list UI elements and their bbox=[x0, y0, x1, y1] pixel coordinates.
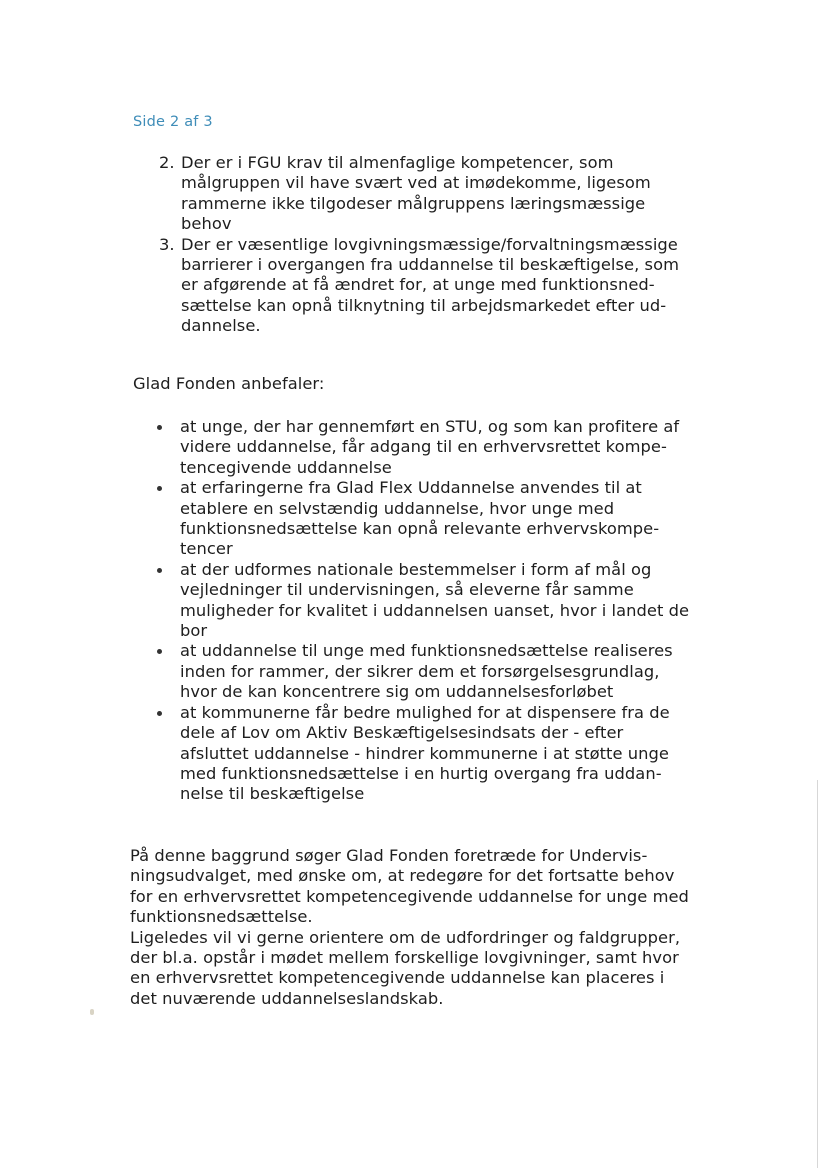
closing-paragraph bbox=[130, 846, 710, 928]
paragraph-line: På denne baggrund søger Glad Fonden foretræde for Undervis- bbox=[130, 846, 648, 865]
bullet-item bbox=[131, 417, 706, 478]
bullet-line: inden for rammer, der sikrer dem et forsørgelsesgrundlag, bbox=[180, 661, 660, 681]
item-line: Der er væsentlige lovgivningsmæssige/forvaltningsmæssige bbox=[181, 234, 678, 254]
paragraph-line: det nuværende uddannelseslandskab. bbox=[130, 988, 444, 1008]
bullet-line: at uddannelse til unge med funktionsnedsættelse realiseres bbox=[180, 641, 673, 661]
scan-artifact bbox=[90, 1009, 94, 1015]
paragraph-line: funktionsnedsættelse. bbox=[130, 907, 313, 927]
bullet-icon bbox=[157, 568, 162, 573]
bullet-line: at der udformes nationale bestemmelser i form af mål og bbox=[180, 559, 652, 579]
bullet-line: tencegivende uddannelse bbox=[180, 457, 392, 477]
item-line: behov bbox=[181, 214, 232, 234]
numbered-item bbox=[131, 235, 691, 337]
bullet-icon bbox=[157, 649, 162, 654]
bullet-item bbox=[131, 641, 706, 702]
bullet-line: bor bbox=[180, 621, 208, 641]
bullet-line: afsluttet uddannelse - hindrer kommunerne i at støtte unge bbox=[180, 743, 669, 763]
bullet-item bbox=[131, 478, 706, 560]
bullet-line: etablere en selvstændig uddannelse, hvor unge med bbox=[180, 498, 615, 518]
closing-paragraph bbox=[130, 928, 710, 1010]
recommendations-intro: Glad Fonden anbefaler: bbox=[133, 374, 325, 393]
item-number: 3. bbox=[159, 234, 175, 254]
bullet-line: dele af Lov om Aktiv Beskæftigelsesindsats der - efter bbox=[180, 723, 624, 743]
item-line: dannelse. bbox=[181, 316, 261, 336]
bullet-icon bbox=[157, 486, 162, 491]
item-line: rammerne ikke tilgodeser målgruppens læringsmæssige bbox=[181, 193, 646, 213]
paragraph-line: Ligeledes vil vi gerne orientere om de udfordringer og faldgrupper, bbox=[130, 927, 681, 947]
bullet-line: at kommunerne får bedre mulighed for at dispensere fra de bbox=[180, 702, 670, 722]
paragraph-line: en erhvervsrettet kompetencegivende uddannelse kan placeres i bbox=[130, 968, 665, 988]
bullet-item bbox=[131, 703, 706, 805]
bullet-line: tencer bbox=[180, 539, 233, 559]
bullet-line: nelse til beskæftigelse bbox=[180, 784, 365, 804]
page-number: Side 2 af 3 bbox=[133, 114, 213, 130]
bullet-icon bbox=[157, 425, 162, 430]
scan-edge-line bbox=[817, 780, 818, 1168]
bullet-line: videre uddannelse, får adgang til en erhvervsrettet kompe- bbox=[180, 437, 667, 457]
bullet-item bbox=[131, 560, 706, 642]
numbered-list bbox=[131, 153, 691, 337]
bullet-line: vejledninger til undervisningen, så eleverne får samme bbox=[180, 580, 634, 600]
bullet-line: muligheder for kvalitet i uddannelsen uanset, hvor i landet de bbox=[180, 600, 690, 620]
bullet-line: med funktionsnedsættelse i en hurtig overgang fra uddan- bbox=[180, 763, 662, 783]
bullet-icon bbox=[157, 711, 162, 716]
item-line: Der er i FGU krav til almenfaglige kompetencer, som bbox=[181, 153, 614, 172]
item-line: barrierer i overgangen fra uddannelse til beskæftigelse, som bbox=[181, 255, 680, 275]
paragraph-line: der bl.a. opstår i mødet mellem forskellige lovgivninger, samt hvor bbox=[130, 948, 679, 968]
item-number: 2. bbox=[159, 153, 175, 172]
paragraph-line: for en erhvervsrettet kompetencegivende uddannelse for unge med bbox=[130, 886, 689, 906]
item-line: målgruppen vil have svært ved at imødekomme, ligesom bbox=[181, 173, 651, 193]
item-line: sættelse kan opnå tilknytning til arbejdsmarkedet efter ud- bbox=[181, 295, 667, 315]
bullet-line: at unge, der har gennemført en STU, og som kan profitere af bbox=[180, 417, 680, 436]
bullet-line: at erfaringerne fra Glad Flex Uddannelse anvendes til at bbox=[180, 478, 642, 498]
item-line: er afgørende at få ændret for, at unge med funktionsned- bbox=[181, 275, 655, 295]
recommendations-list bbox=[131, 417, 706, 805]
paragraph-line: ningsudvalget, med ønske om, at redegøre for det fortsatte behov bbox=[130, 866, 675, 886]
closing-section bbox=[130, 846, 710, 1009]
numbered-item bbox=[131, 153, 691, 235]
bullet-line: funktionsnedsættelse kan opnå relevante erhvervskompe- bbox=[180, 519, 660, 539]
bullet-line: hvor de kan koncentrere sig om uddannelsesforløbet bbox=[180, 682, 614, 702]
